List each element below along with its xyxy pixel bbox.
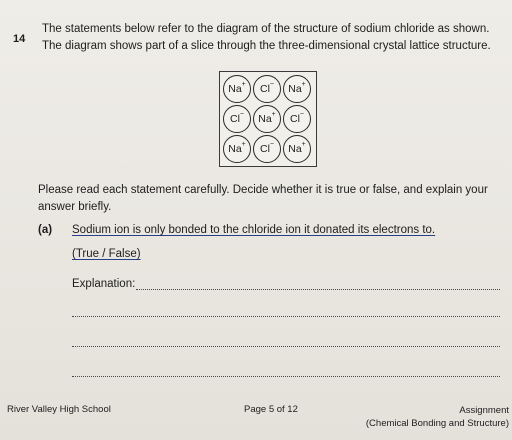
- question-number: 14: [13, 33, 26, 45]
- ion-symbol: Cl: [259, 83, 270, 95]
- footer-subtitle: (Chemical Bonding and Structure): [365, 418, 509, 429]
- part-a-statement: Sodium ion is only bonded to the chloride ion it donated its electrons to.: [72, 224, 436, 236]
- question-intro: [42, 21, 508, 55]
- ion-na: Na +: [223, 75, 251, 103]
- footer-title-block: [366, 404, 509, 430]
- intro-line-1: The statements below refer to the diagram of the structure of sodium chloride as shown.: [42, 23, 490, 35]
- footer-school: River Valley High School: [7, 404, 111, 415]
- instructions-text: Please read each statement carefully. Decide whether it is true or false, and explain your answer briefly.: [38, 184, 488, 213]
- answer-line[interactable]: [72, 346, 500, 347]
- ion-symbol: Cl: [289, 113, 300, 125]
- ion-cl: Cl −: [253, 75, 281, 103]
- ion-symbol: Na: [288, 83, 302, 95]
- true-false-options: (True / False): [72, 248, 141, 260]
- ion-symbol: Na: [258, 113, 272, 125]
- ion-na: Na +: [283, 135, 311, 163]
- footer-page-number: Page 5 of 12: [244, 404, 298, 415]
- ion-na: Na +: [283, 75, 311, 103]
- ion-symbol: Na: [288, 143, 302, 155]
- explanation-label: Explanation:: [72, 278, 136, 290]
- ion-na: Na +: [223, 135, 251, 163]
- part-a-label: (a): [38, 224, 53, 236]
- nacl-lattice-diagram: [219, 71, 317, 167]
- ion-symbol: Na: [228, 143, 242, 155]
- ion-cl: Cl −: [283, 105, 311, 133]
- ion-cl: Cl −: [253, 135, 281, 163]
- answer-line[interactable]: [72, 376, 500, 377]
- ion-symbol: Cl: [229, 113, 240, 125]
- footer-title: Assignment: [459, 405, 509, 416]
- ion-na: Na +: [253, 105, 281, 133]
- ion-symbol: Na: [228, 83, 242, 95]
- ion-cl: Cl −: [223, 105, 251, 133]
- answer-line[interactable]: [72, 316, 500, 317]
- answer-line[interactable]: [136, 289, 500, 290]
- intro-line-2: The diagram shows part of a slice through the three-dimensional crystal lattice structure.: [42, 40, 491, 52]
- ion-symbol: Cl: [259, 143, 270, 155]
